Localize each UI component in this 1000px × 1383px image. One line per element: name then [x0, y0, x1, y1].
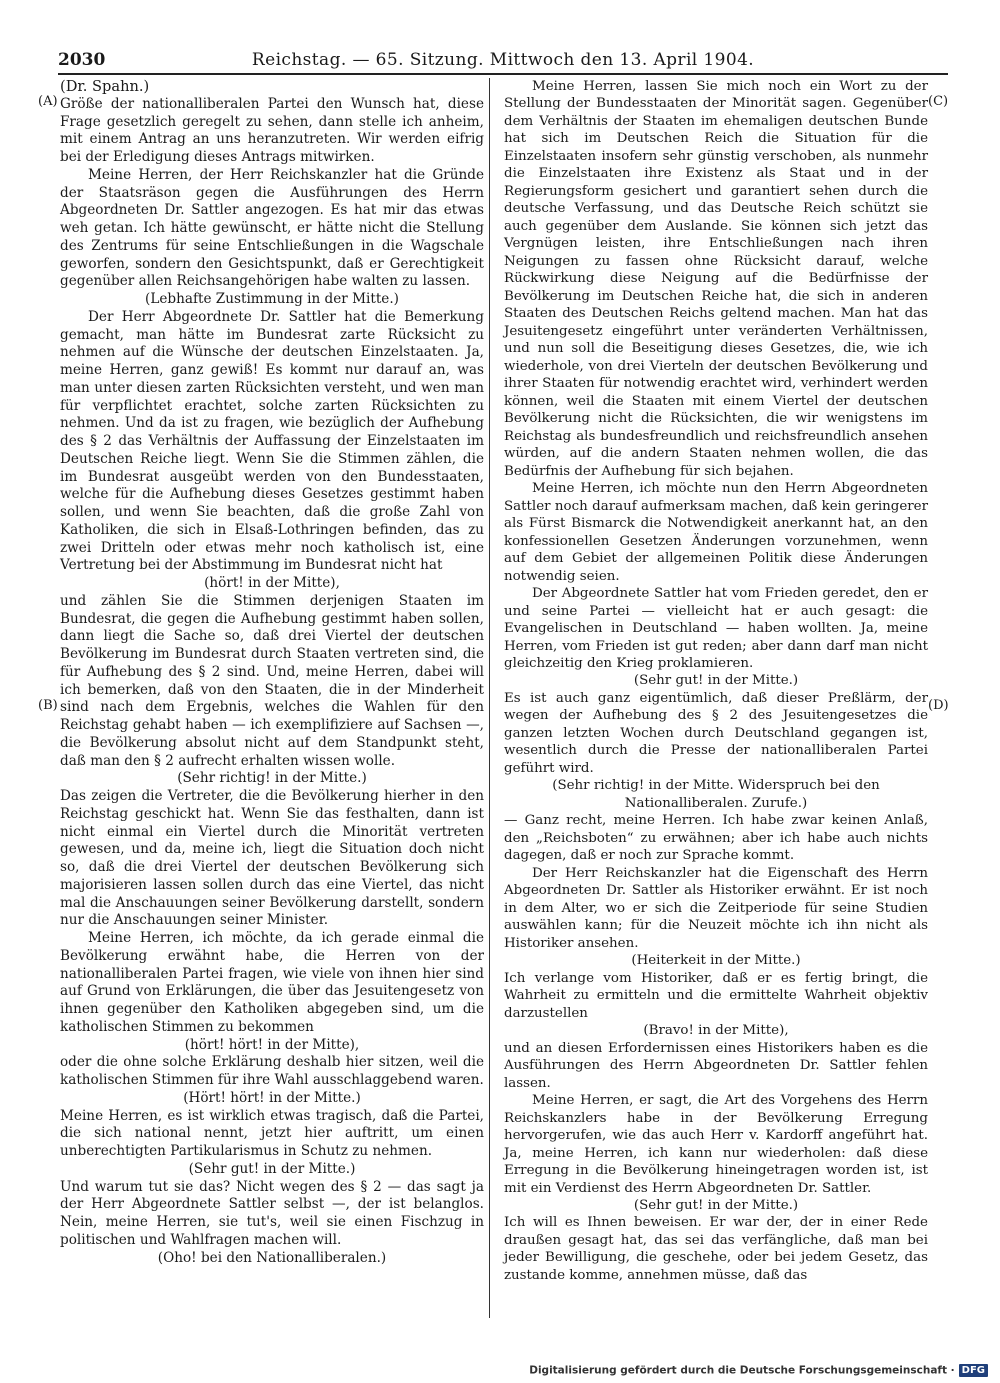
digitization-credit [529, 1364, 988, 1377]
margin-marker-b: (B) [38, 698, 58, 713]
margin-marker-a: (A) [38, 94, 58, 109]
paragraph: Das zeigen die Vertreter, die die Bevölkerung hierher in den Reichstag geschickt hat. Wenn Sie das festhalten, dann ist nicht einmal ein Viertel durch die Minorität vertreten gewesen, und da, meine ich, liegt die Situation doch nicht so, daß die drei Viertel der deutschen Bevölkerung sich majorisieren lassen sollen durch das eine Viertel, das nicht mal die Anschauungen seiner Bevölkerung darstellt, sondern nur die Anschauungen seiner Minister. [60, 788, 484, 929]
page-header [58, 50, 948, 72]
paragraph: Meine Herren, lassen Sie mich noch ein Wort zu der Stellung der Bundesstaaten der Minorität sagen. Gegenüber dem Verhältnis der Staaten im ehemaligen deutschen Bunde hat sich im Deutschen Reich die Situation für die Einzelstaaten insofern sehr günstig verschoben, als nunmehr die Einzelstaaten ihre Existenz als Staat und in der Regierungsform gesichert und garantiert sehen durch die deutsche Verfassung, und das Deutsche Reich schützt sie auch gegenüber dem Auslande. Sie können sich jetzt das Vergnügen leisten, ihre Entschließungen nach ihren Neigungen zu fassen ohne Rücksicht darauf, welche Rückwirkung diese Neigung auf die Bedürfnisse der Bevölkerung im Deutschen Reiche hat, die sich in anderen Staaten des Deutschen Reichs geltend machen. Man hat das Jesuitengesetz eingeführt unter veränderten Verhältnissen, und nun soll die Beseitigung dieses Gesetzes, die, wie ich wiederhole, von drei Vierteln der deutschen Bevölkerung und ihrer Staaten für notwendig erachtet wird, verhindert werden können, weil die Staaten mit einem Viertel der deutschen Bevölkerung nicht die Rücksichten, die wir wenigstens im Reichstag als bundesfreundlich und reichsfreundlich ansehen würden, auf die andern Staaten nehmen wollen, die das Bedürfnis der Aufhebung für sich bejahen. [504, 79, 928, 479]
reaction: (Sehr richtig! in der Mitte.) [177, 770, 367, 787]
reaction: (Lebhafte Zustimmung in der Mitte.) [145, 291, 399, 307]
paragraph: oder die ohne solche Erklärung deshalb hier sitzen, weil die katholischen Stimmen für ihre Wahl ausschlaggebend waren. [60, 1054, 484, 1088]
paragraph: Der Herr Abgeordnete Dr. Sattler hat die Bemerkung gemacht, man hätte im Bundesrat zarte Rücksicht zu nehmen auf die Wünsche der deutschen Einzelstaaten. Ja, meine Herren, ganz gewiß! Es kommt nur darauf an, was man unter diesen zarten Rücksichten versteht, und wen man für verpflichtet erachtet, solche zarten Rücksichten zu nehmen. Und da ist zu fragen, wie bezüglich der Aufhebung des § 2 das Verhältnis der Auffassung der Einzelstaaten im Deutschen Reiche liegt. Wenn Sie die Stimmen zählen, die im Bundesrat ausgeübt werden von den Bundesstaaten, welche für die Aufhebung dieses Gesetzes gestimmt haben sollen, und wenn Sie beachten, daß die große Zahl von Katholiken, die sich in Elsaß-Lothringen befinden, das zu zwei Dritteln oder etwas mehr noch katholisch ist, eine Vertretung bei der Abstimmung im Bundesrat nicht hat [60, 308, 484, 574]
paragraph: Meine Herren, ich möchte nun den Herrn Abgeordneten Sattler noch darauf aufmerksam machen, daß kein geringerer als Fürst Bismarck die Notwendigkeit anerkannt hat, an den konfessionellen Gesetzen Änderungen vorzunehmen, wenn auf dem Gebiet der allgemeinen Politik diese Änderungen notwendig seien. [504, 481, 928, 584]
reaction: (Hört! hört! in der Mitte.) [183, 1089, 361, 1106]
reaction: (hört! hört! in der Mitte), [184, 1036, 360, 1053]
running-head: Reichstag. — 65. Sitzung. Mittwoch den 13. April 1904. [251, 50, 755, 70]
margin-marker-d: (D) [928, 698, 949, 713]
paragraph: Meine Herren, es ist wirklich etwas tragisch, daß die Partei, die sich national nennt, jetzt hier auftritt, um einen unberechtigten Partikularismus in Schutz zu nehmen. [60, 1107, 484, 1159]
credit-text: Digitalisierung gefördert durch die Deutsche Forschungsgemeinschaft · [529, 1364, 955, 1377]
paragraph: Meine Herren, er sagt, die Art des Vorgehens des Herrn Reichskanzlers habe in der Bevölkerung Erregung hervorgerufen, wie das auch Herr v. Kardorff angeführt hat. Ja, meine Herren, ich kann nur wiederholen: daß diese Erregung in die Bevölkerung hineingetragen worden ist, ist mit ein Verdienst des Herrn Abgeordneten Dr. Sattler. [504, 1093, 928, 1196]
reaction: (Sehr gut! in der Mitte.) [633, 673, 799, 689]
paragraph: Der Herr Reichskanzler hat die Eigenschaft des Herrn Abgeordneten Dr. Sattler als Historiker erwähnt. Er ist noch in dem Alter, wo er sich die Zeitperiode für seine Studien auswählen kann; für die Neuzeit möchte ich ihn nicht als Historiker ansehen. [504, 865, 928, 951]
reaction: (Sehr gut! in der Mitte.) [188, 1160, 356, 1177]
header-rule [58, 73, 948, 75]
paragraph: Ich will es Ihnen beweisen. Er war der, der in einer Rede draußen gesagt hat, das sei das verfängliche, daß man bei jeder Bewilligung, die geschehe, oder bei jedem Gesetz, das zustande komme, annehmen müsse, daß das [504, 1215, 928, 1283]
reaction: (Oho! bei den Nationalliberalen.) [157, 1249, 387, 1266]
page-number: 2030 [58, 50, 106, 70]
column-divider [489, 78, 490, 1318]
paragraph: Der Abgeordnete Sattler hat vom Frieden geredet, den er und seine Partei — vielleicht hat er auch gesagt: die Evangelischen in Deutschland — haben wollten. Ja, meine Herren, vom Frieden ist gut reden; aber dann darf man nicht gleichzeitig den Krieg proklamieren. [504, 586, 928, 671]
paragraph: Meine Herren, der Herr Reichskanzler hat die Gründe der Staatsräson gegen die Ausführungen des Herrn Abgeordneten Dr. Sattler angezogen. Es hat mir das etwas weh getan. Ich hätte gewünscht, er hätte nicht die Stellung des Zentrums für seine Entschließungen in die Wagschale geworfen, sondern den Gesichtspunkt, daß er Gerechtigkeit gegenüber allen Reichsangehörigen habe walten zu lassen. [60, 166, 484, 290]
paragraph: Es ist auch ganz eigentümlich, daß dieser Preßlärm, der wegen der Aufhebung des § 2 des Jesuitengesetzes die ganzen letzten Wochen durch Deutschland gegangen ist, wesentlich durch die Presse der nationalliberalen Partei geführt wird. [504, 690, 928, 776]
paragraph: Meine Herren, ich möchte, da ich gerade einmal die Bevölkerung erwähnt habe, die Herren von der nationalliberalen Partei fragen, wie viele von ihnen hier sind auf Grund von Erklärungen, die über das Jesuitengesetz von ihnen gegenüber den Katholiken abgegeben sind, um die katholischen Stimmen zu bekommen [60, 930, 484, 1035]
paragraph: — Ganz recht, meine Herren. Ich habe zwar keinen Anlaß, den „Reichsboten“ zu erwähnen; aber ich habe auch nichts dagegen, daß er noch zur Sprache kommt. [504, 813, 928, 864]
left-column [60, 78, 484, 1267]
right-column [504, 78, 928, 1284]
speaker-label: (Dr. Spahn.) [60, 78, 150, 95]
paragraph: und zählen Sie die Stimmen derjenigen Staaten im Bundesrat, die gegen die Aufhebung gestimmt haben sollen, dann liegt die Sache so, daß drei Viertel der deutschen Bevölkerung im Bundesrat durch Staaten vertreten sind, die für Aufhebung des § 2 sind. Und, meine Herren, dabei will ich bemerken, daß von den Staaten, die in der Minderheit sind nach dem Ergebnis, welches die Wahlen für den Reichstag gehabt haben — ich exemplifiziere auf Sachsen —, die Bevölkerung absolut nicht auf dem Standpunkt steht, daß man den § 2 aufrecht erhalten wissen wolle. [60, 592, 484, 769]
reaction: (Sehr gut! in der Mitte.) [633, 1198, 799, 1213]
paragraph: Ich verlange vom Historiker, daß er es fertig bringt, die Wahrheit zu ermitteln und die ermittelte Wahrheit objektiv darzustellen [504, 970, 928, 1021]
paragraph: Und warum tut sie das? Nicht wegen des § 2 — das sagt ja der Herr Abgeordnete Sattler selbst —, der ist belanglos. Nein, meine Herren, sie tut's, weil sie einen Fischzug in politischen und Wahlfragen machen will. [60, 1178, 484, 1248]
paragraph: und an diesen Erfordernissen eines Historikers haben es die Ausführungen des Herrn Abgeordneten Dr. Sattler fehlen lassen. [504, 1040, 928, 1091]
reaction: (Sehr richtig! in der Mitte. Widerspruch bei den Nationalliberalen. Zurufe.) [552, 778, 880, 811]
reaction: (hört! in der Mitte), [204, 575, 340, 591]
reaction: (Bravo! in der Mitte), [643, 1023, 789, 1039]
margin-marker-c: (C) [928, 94, 949, 109]
dfg-logo: DFG [959, 1364, 988, 1377]
paragraph: Größe der nationalliberalen Partei den Wunsch hat, diese Frage gesetzlich geregelt zu sehen, dann stelle ich anheim, mit einem Antrag an uns heranzutreten. Wir werden eifrig bei der Erledigung dieses Antrags mitwirken. [60, 95, 484, 165]
reaction: (Heiterkeit in der Mitte.) [631, 953, 801, 969]
